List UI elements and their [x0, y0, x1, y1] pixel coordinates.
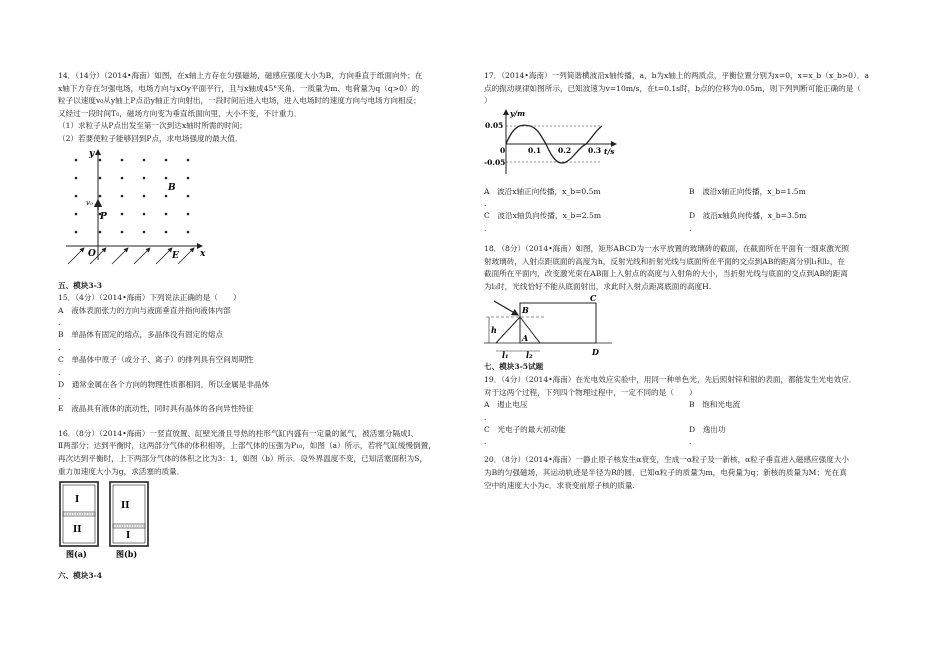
q18-line: 为l₃时，光线恰好不能从底面射出，求此时入射点距离底面的高度H.	[484, 281, 712, 291]
q14-line: （2）若要使粒子能够回到P点，求电场强度的最大值．	[58, 133, 243, 143]
q14-figure	[60, 148, 210, 266]
q18-figure	[484, 295, 614, 359]
q15-option-d: D 通常金属在各个方向的物理性质都相同，所以金属是非晶体	[58, 379, 270, 389]
q15-option-c: C 单晶体中原子（或分子、离子）的排列具有空间周期性	[58, 354, 254, 364]
q17-line: ）	[484, 96, 492, 106]
q19-option-d: D 逸出功	[689, 424, 726, 434]
q17-option-d: D 波沿x轴负向传播，x_b=3.5m	[689, 211, 807, 221]
fig16b-label-II: II	[121, 501, 130, 512]
q17-line: 17．（2014•海南）一列简谐横波沿x轴传播，a、b为x轴上的两质点，平衡位置分别为x=0，x=x_b（x_b>0）．a	[484, 71, 869, 80]
q15-option-e: E 液晶具有液体的流动性，同时具有晶体的各向异性特征	[58, 404, 254, 414]
fig14-label-v0: v₀	[86, 198, 93, 207]
fig18-label-C: C	[590, 295, 597, 304]
q15-stem: 15．（4分）（2014•海南）下列说法正确的是（ ）	[58, 293, 241, 303]
q18-line: 射玻璃砖，入射点距底面的高度为h，反射光线和折射光线与底面所在平面的交点到AB的距离分别l₁和l₂，在	[484, 256, 846, 266]
fig18-label-h: h	[491, 325, 497, 336]
q17-ylabel: y/m	[510, 108, 526, 118]
question-20	[484, 454, 894, 492]
q16-figure	[58, 480, 168, 560]
q15-option-b: B 单晶体有固定的熔点，多晶体没有固定的熔点	[58, 330, 224, 340]
q15-option-a: A 液体表面张力的方向与液面垂直并指向液体内部	[58, 305, 231, 315]
fig16-caption-b: 图(b)	[116, 549, 138, 560]
q14-line: 粒子以速度v₀从y轴上P点沿y轴正方向射出，一段时间后进入电场，进入电场时的速度方向与电场方向相反；	[58, 96, 421, 106]
fig18-label-l2: l₂	[526, 350, 533, 360]
q17-options: A 波沿x轴正向传播，x_b=0.5m B 波沿x轴正向传播，x_b=1.5m . C 波沿x轴负向传播，x_b=2.5m D 波沿x轴负向传播，x_b=3.5m . .	[484, 186, 894, 235]
q16-line: 16．（8分）（2014•海南）一竖直放置、缸壁光滑且导热的柱形气缸内盛有一定量的氮气，被活塞分隔成Ⅰ、	[58, 428, 419, 438]
fig18-label-A: A	[522, 333, 529, 344]
q17-option-c: C 波沿x轴负向传播，x_b=2.5m	[484, 211, 602, 221]
q14-line: 14．（14分）（2014•海南）如图，在x轴上方存在匀强磁场，磁感应强度大小为B，方向垂直于纸面向外；在	[58, 71, 423, 80]
q14-line: x轴下方存在匀强电场，电场方向与xOy平面平行，且与x轴成45°夹角．一质量为m、电荷量为q（q>0）的	[58, 83, 420, 93]
fig14-label-E: E	[172, 250, 179, 261]
q19-line: 对于这两个过程，下列四个物理过程中，一定不同的是（ ）	[484, 387, 697, 397]
q16-line: 重力加速度大小为g，求活塞的质量．	[58, 466, 185, 476]
q17-graph	[484, 108, 624, 176]
fig16a-label-I: I	[75, 495, 80, 506]
right-column	[484, 70, 894, 492]
fig14-label-O: O	[88, 248, 96, 259]
question-16	[58, 428, 468, 560]
question-17	[484, 70, 894, 235]
question-14	[58, 70, 468, 266]
fig16a-label-II: II	[73, 525, 82, 536]
q17-line: 点的振动规律如图所示，已知波速为v=10m/s，在t=0.1s时，b点的位移为0.05m，则下列判断可能正确的是（	[484, 83, 861, 93]
q19-line: 19．（4分）（2014•海南）在光电效应实验中，用同一种单色光，先后照射锌和银的表面，都能发生光电效应．	[484, 374, 857, 384]
q17-tick-y-pos: 0.05	[485, 120, 504, 130]
q19-options: A 遏止电压 B 饱和光电流 . C 光电子的最大初动能 D 逸出功 . .	[484, 399, 894, 448]
fig14-label-y: y	[89, 148, 95, 159]
q17-tick-x-3: 0.3	[588, 145, 602, 155]
q17-tick-x-1: 0.1	[528, 145, 542, 155]
fig16-caption-a: 图(a)	[66, 549, 87, 560]
fig18-label-D: D	[592, 347, 599, 358]
section-heading: 六、模块3-4	[58, 571, 103, 581]
question-15: 15．（4分）（2014•海南）下列说法正确的是（ ） A 液体表面张力的方向与液面垂直并指向液体内部 . B 单晶体有固定的熔点，多晶体没有固定的熔点 . C 单晶体中原子（或分子、离子）的排列具有空间周期性 . D 通常金属在各个方向的物理性质都相同，所以金属是非晶体 . E 液晶具有液体的流动性，同时具有晶体的各向异性特征	[58, 292, 468, 416]
q16-line: 再次达到平衡时，上下两部分气体的体积之比为3：1，如图（b）所示．设外界温度不变，已知活塞面积为S，	[58, 453, 428, 463]
q19-option-b: B 饱和光电流	[689, 400, 741, 410]
q20-line: 为B的匀强磁场，其运动轨迹是半径为R的圆．已知α粒子的质量为m，电荷量为q；新核的质量为M；光在真	[484, 467, 847, 477]
section-heading: 五、模块3-3	[58, 280, 103, 290]
fig18-label-l1: l₁	[502, 350, 509, 360]
q18-line: 截面所在平面内，改变激光束在AB面上入射点的高度与入射角的大小，当折射光线与底面的交点到AB的距离	[484, 269, 848, 279]
left-column	[58, 70, 468, 583]
q16-line: Ⅱ两部分；达到平衡时，这两部分气体的体积相等，上部气体的压强为P₁₀，如图（a）所示，若将气缸缓慢倒置，	[58, 441, 436, 451]
q20-line: 20．（8分）（2014•海南）一静止原子核发生α衰变，生成一α粒子及一新核，α粒子垂直进入磁感应强度大小	[484, 455, 850, 465]
glass-block	[520, 303, 596, 343]
q17-tick-x-2: 0.2	[558, 145, 572, 155]
q17-option-a: A 波沿x轴正向传播，x_b=0.5m	[484, 186, 601, 196]
question-18	[484, 243, 894, 359]
incident-ray	[494, 301, 518, 315]
q17-option-b: B 波沿x轴正向传播，x_b=1.5m	[689, 186, 806, 196]
q20-line: 空中的速度大小为c．求衰变前原子核的质量.	[484, 480, 635, 490]
fig14-label-B: B	[168, 182, 176, 193]
q19-option-c: C 光电子的最大初动能	[484, 424, 566, 434]
q17-tick-x-0: 0	[500, 145, 506, 155]
section-heading: 七、模块3-5试题	[484, 362, 544, 372]
fig18-label-B: B	[522, 305, 529, 316]
question-19	[484, 374, 894, 448]
q17-tick-y-neg: -0.05	[484, 157, 506, 167]
fig14-label-P: P	[100, 211, 107, 222]
fig14-label-x: x	[200, 248, 206, 259]
q19-option-a: A 遏止电压	[484, 400, 528, 410]
fig16b-label-I: I	[126, 531, 131, 542]
q14-line: （1）求粒子从P点出发至第一次到达x轴时所需的时间；	[58, 121, 247, 131]
q14-line: 又经过一段时间T₀，磁场方向变为垂直纸面向里，大小不变，不计重力．	[58, 108, 302, 118]
q17-xlabel: t/s	[604, 146, 615, 156]
magnetic-field-dots	[75, 158, 190, 233]
q18-line: 18．（8分）（2014•海南）如图，矩形ABCD为一水平放置的玻璃砖的截面，在截面所在平面有一细束激光照	[484, 243, 850, 253]
